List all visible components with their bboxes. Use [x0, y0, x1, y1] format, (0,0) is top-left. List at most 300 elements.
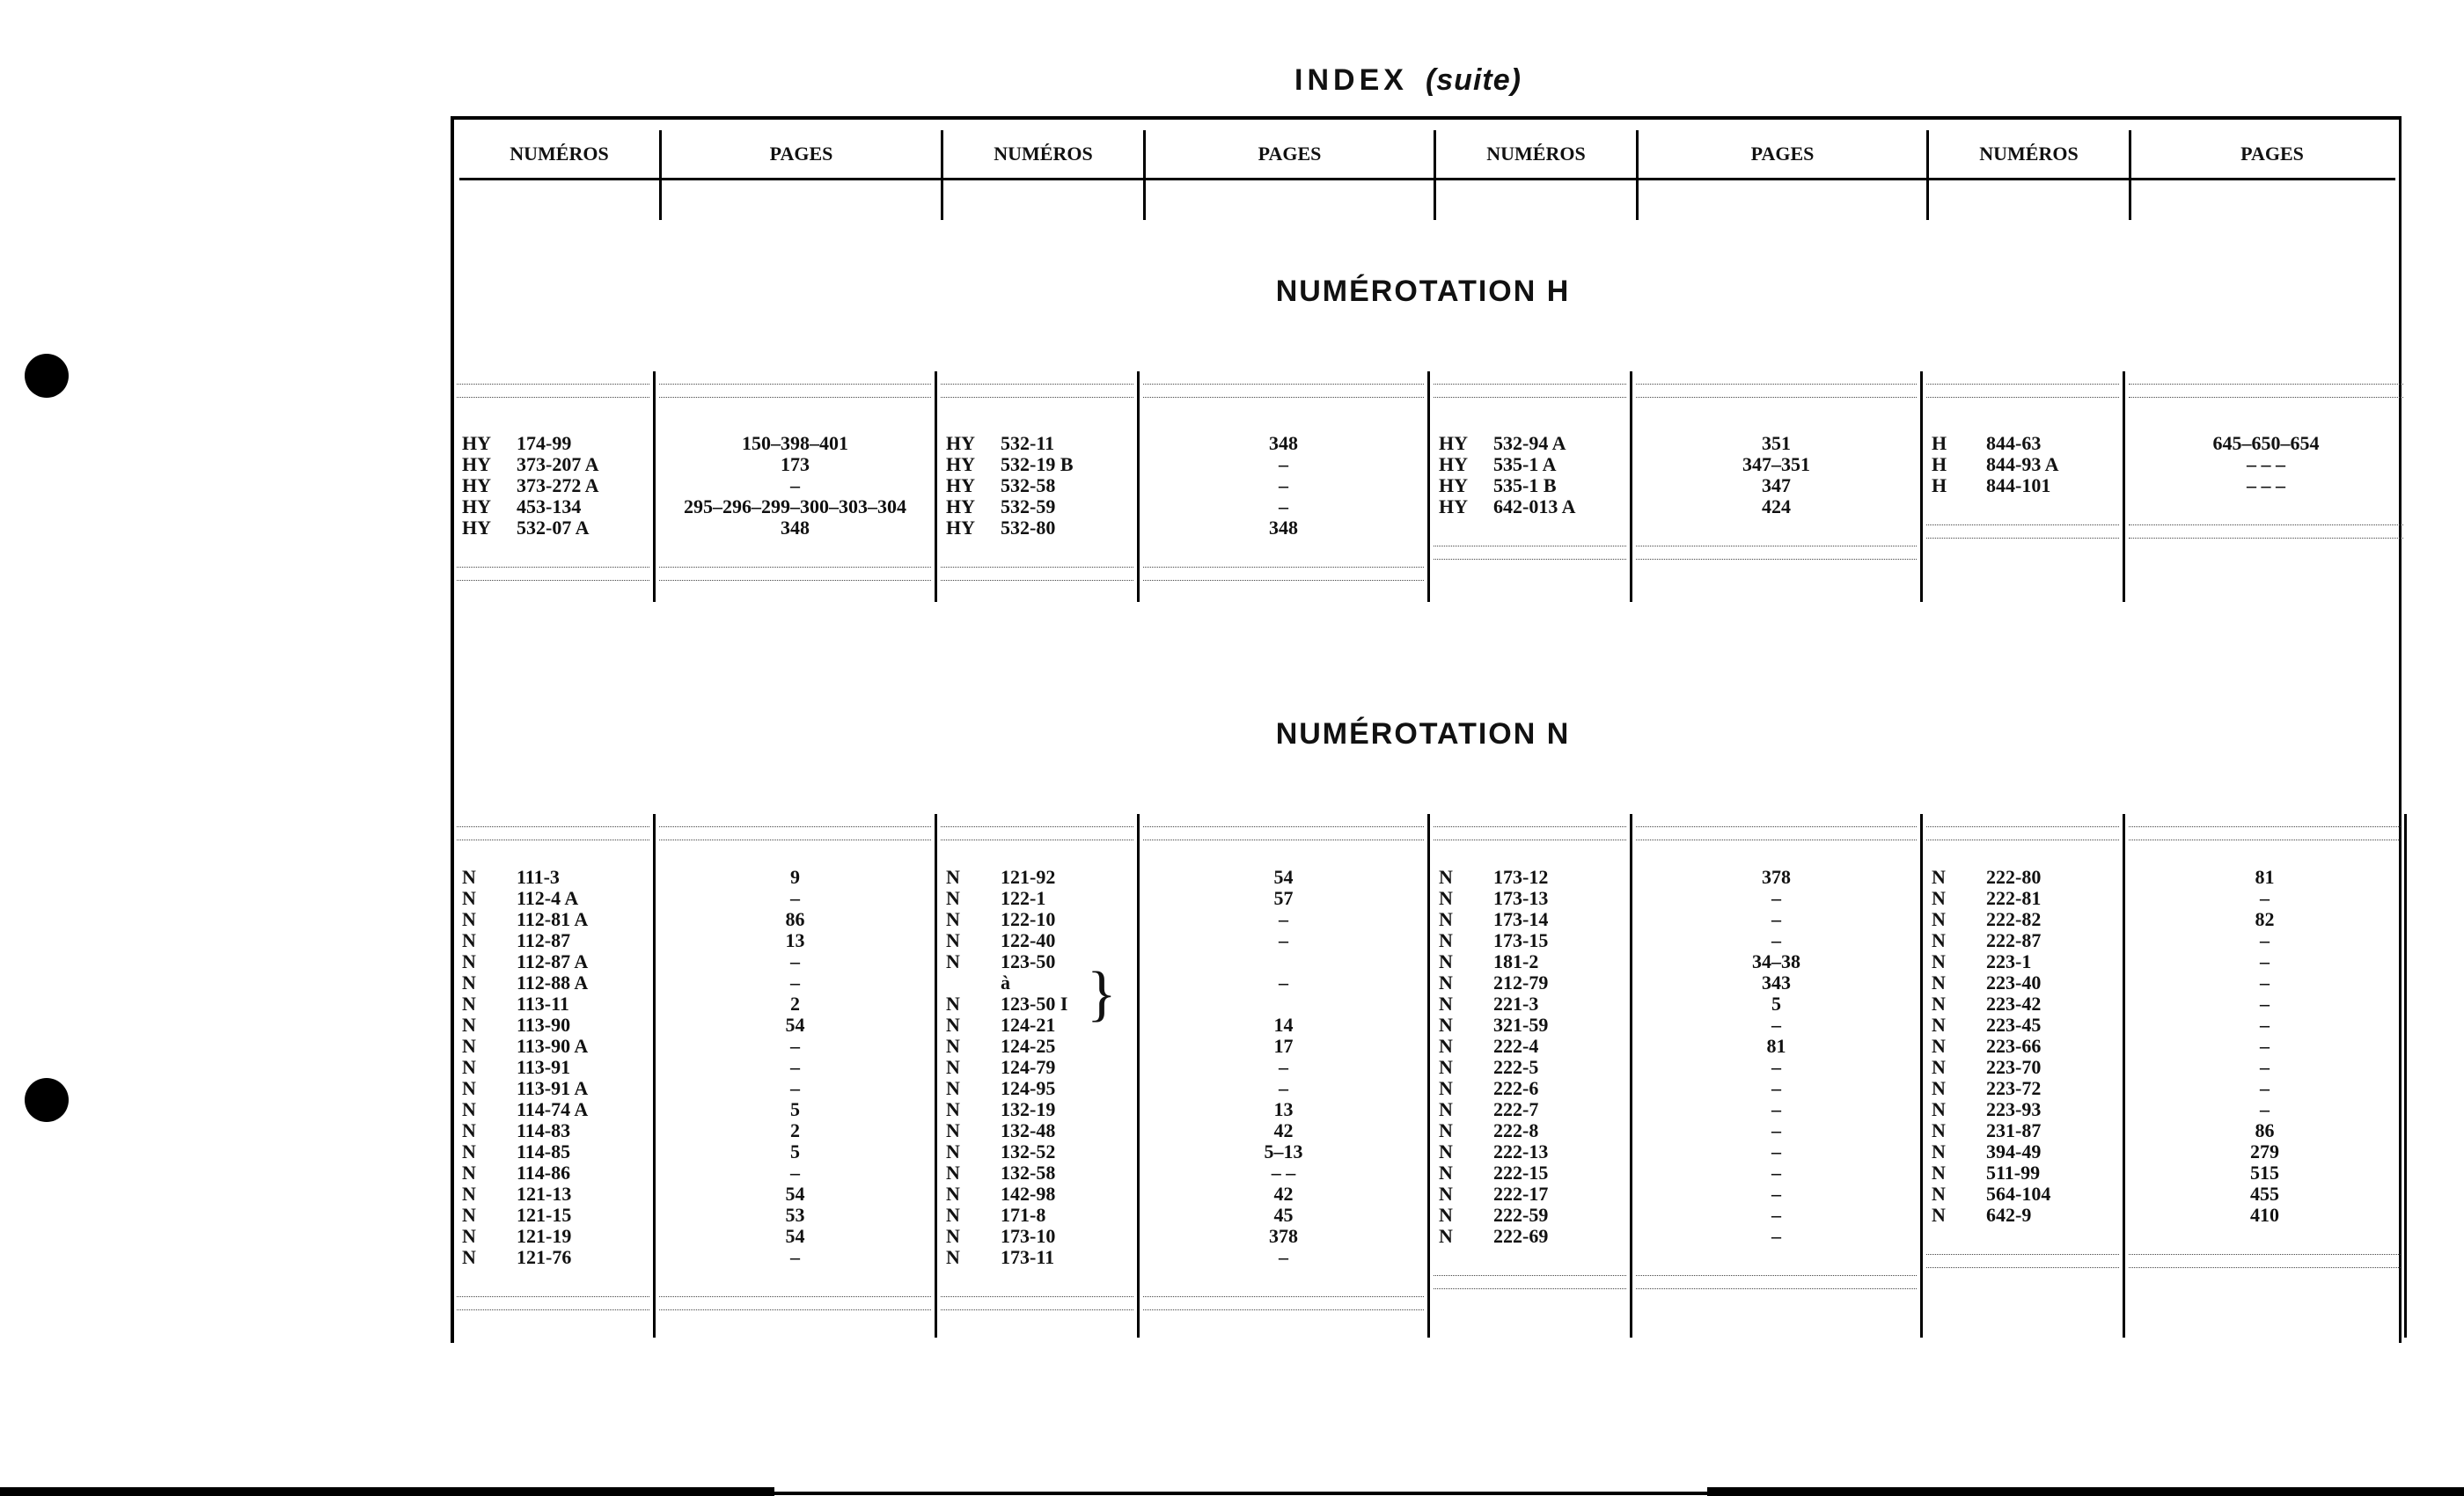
- number-code: 122-10: [1001, 908, 1056, 930]
- number-prefix: N: [1439, 1056, 1453, 1078]
- number-code: à: [1001, 972, 1010, 994]
- number-code: 564-104: [1986, 1183, 2051, 1205]
- number-prefix: N: [462, 1056, 476, 1078]
- pages-column-4: [2125, 814, 2407, 1338]
- index-number: [941, 1205, 1133, 1226]
- table-header: [459, 130, 2395, 180]
- page-reference: 57: [1273, 887, 1294, 909]
- page-reference: –: [2260, 887, 2270, 909]
- index-number: [1926, 1141, 2119, 1162]
- binder-hole-top: [25, 354, 69, 398]
- page-reference: –: [1771, 1098, 1781, 1120]
- index-number: [1434, 888, 1626, 909]
- page-reference: 14: [1273, 1014, 1294, 1036]
- index-number: [457, 888, 649, 909]
- number-code: 222-59: [1493, 1204, 1549, 1226]
- number-prefix: N: [1439, 1014, 1453, 1036]
- page-reference: –: [2260, 1056, 2270, 1078]
- page-reference: –: [2260, 993, 2270, 1015]
- index-number: [457, 1184, 649, 1205]
- number-code: 844-63: [1986, 432, 2042, 454]
- index-number: [1434, 1015, 1626, 1036]
- number-prefix: N: [946, 1246, 960, 1268]
- number-prefix: N: [1439, 908, 1453, 930]
- number-prefix: N: [946, 1014, 960, 1036]
- number-code: 222-5: [1493, 1056, 1539, 1078]
- index-number: [1434, 1036, 1626, 1057]
- page-reference: 86: [2255, 1119, 2275, 1141]
- page-reference: [1143, 994, 1424, 1015]
- index-number: [941, 1099, 1133, 1120]
- index-number: [1926, 1184, 2119, 1205]
- number-code: 222-69: [1493, 1225, 1549, 1247]
- pages-column-3: [1632, 814, 1923, 1338]
- index-number: [457, 909, 649, 930]
- number-prefix: HY: [946, 517, 975, 539]
- binder-hole-bottom: [25, 1078, 69, 1122]
- number-code: 844-93 A: [1986, 453, 2059, 475]
- number-code: 173-14: [1493, 908, 1549, 930]
- number-prefix: N: [946, 908, 960, 930]
- number-code: 132-19: [1001, 1098, 1056, 1120]
- number-prefix: N: [946, 1077, 960, 1099]
- index-number: [457, 1162, 649, 1184]
- number-code: 222-17: [1493, 1183, 1549, 1205]
- page-reference: 347–351: [1742, 453, 1810, 475]
- page-reference: 378: [1269, 1225, 1298, 1247]
- page-reference: 455: [2250, 1183, 2279, 1205]
- page-reference: – – –: [2247, 474, 2285, 496]
- number-prefix: N: [462, 929, 476, 951]
- section-h-title: NUMÉROTATION H: [1275, 275, 1571, 308]
- index-number: [941, 517, 1133, 539]
- index-number: [457, 1247, 649, 1268]
- number-prefix: N: [946, 1098, 960, 1120]
- page-reference: 645–650–654: [2212, 432, 2320, 454]
- page-reference: –: [1771, 1077, 1781, 1099]
- number-prefix: N: [462, 1035, 476, 1057]
- index-number: [1434, 475, 1626, 496]
- header-pages-2: PAGES: [1146, 130, 1436, 178]
- index-number: [1926, 1036, 2119, 1057]
- number-code: 112-88 A: [517, 972, 589, 994]
- index-number: [941, 888, 1133, 909]
- number-code: 173-11: [1001, 1246, 1055, 1268]
- header-numeros-2: NUMÉROS: [943, 130, 1146, 178]
- page-reference: –: [2260, 950, 2270, 972]
- page-reference: 17: [1273, 1035, 1294, 1057]
- page-reference: 5: [1771, 993, 1781, 1015]
- index-number: [1926, 888, 2119, 909]
- number-prefix: N: [1439, 1204, 1453, 1226]
- number-code: 121-76: [517, 1246, 572, 1268]
- page-reference: 34–38: [1752, 950, 1800, 972]
- number-prefix: N: [1932, 1077, 1946, 1099]
- index-number: [1434, 930, 1626, 951]
- header-numeros-1: NUMÉROS: [459, 130, 662, 178]
- number-prefix: N: [1439, 929, 1453, 951]
- number-code: 173-10: [1001, 1225, 1056, 1247]
- page-reference: –: [1279, 929, 1288, 951]
- page-reference: 347: [1762, 474, 1791, 496]
- number-prefix: N: [1932, 950, 1946, 972]
- number-prefix: HY: [1439, 453, 1468, 475]
- index-number: [941, 1141, 1133, 1162]
- number-prefix: N: [1439, 1140, 1453, 1162]
- number-code: 124-95: [1001, 1077, 1056, 1099]
- index-number: [1926, 867, 2119, 888]
- number-code: 123-50: [1001, 950, 1056, 972]
- section-n-title: NUMÉROTATION N: [1275, 717, 1571, 751]
- index-number: [457, 1078, 649, 1099]
- page-reference: –: [1279, 972, 1288, 994]
- number-prefix: N: [946, 1162, 960, 1184]
- number-code: 122-1: [1001, 887, 1046, 909]
- number-code: 373-207 A: [517, 453, 599, 475]
- page-reference: –: [1771, 1183, 1781, 1205]
- number-prefix: N: [1932, 1183, 1946, 1205]
- index-number: [941, 1184, 1133, 1205]
- page-reference: 54: [1273, 866, 1294, 888]
- number-prefix: N: [946, 1035, 960, 1057]
- number-code: 532-07 A: [517, 517, 590, 539]
- number-prefix: N: [1439, 1098, 1453, 1120]
- number-prefix: HY: [946, 495, 975, 517]
- number-code: 112-87 A: [517, 950, 589, 972]
- number-code: 113-90 A: [517, 1035, 589, 1057]
- index-number: [1434, 951, 1626, 972]
- number-prefix: HY: [946, 474, 975, 496]
- index-number: [1434, 1078, 1626, 1099]
- page-reference: 150–398–401: [742, 432, 848, 454]
- page-reference: –: [790, 887, 800, 909]
- page-reference: –: [790, 1162, 800, 1184]
- number-prefix: N: [462, 1183, 476, 1205]
- number-code: 124-25: [1001, 1035, 1056, 1057]
- index-number: [1926, 909, 2119, 930]
- index-number: [1434, 994, 1626, 1015]
- index-number: [457, 930, 649, 951]
- page-reference: 2: [790, 993, 800, 1015]
- page-title-text: INDEX: [1294, 63, 1408, 97]
- index-number: [1926, 994, 2119, 1015]
- bottom-border-left: [0, 1487, 774, 1496]
- page-reference: 54: [785, 1183, 805, 1205]
- number-prefix: N: [462, 1140, 476, 1162]
- index-number: [457, 517, 649, 539]
- number-code: 111-3: [517, 866, 560, 888]
- index-number: [941, 1120, 1133, 1141]
- number-prefix: N: [1439, 1162, 1453, 1184]
- number-code: 173-12: [1493, 866, 1549, 888]
- number-prefix: N: [1932, 929, 1946, 951]
- page-reference: –: [1279, 908, 1288, 930]
- number-prefix: N: [1439, 972, 1453, 994]
- number-prefix: N: [1439, 1077, 1453, 1099]
- page-reference: 410: [2250, 1204, 2279, 1226]
- number-code: 223-70: [1986, 1056, 2042, 1078]
- number-prefix: N: [1932, 1162, 1946, 1184]
- number-code: 113-91 A: [517, 1077, 589, 1099]
- pages-column-4: [2125, 371, 2407, 602]
- number-prefix: N: [1439, 1035, 1453, 1057]
- numeros-column-2: [937, 371, 1140, 602]
- page-reference: 42: [1273, 1183, 1294, 1205]
- page-reference: 424: [1762, 495, 1791, 517]
- page-reference: 86: [785, 908, 805, 930]
- number-code: 222-8: [1493, 1119, 1539, 1141]
- index-number: [1926, 1162, 2119, 1184]
- number-code: 223-1: [1986, 950, 2032, 972]
- number-prefix: N: [1932, 972, 1946, 994]
- index-number: [1434, 1184, 1626, 1205]
- number-prefix: N: [1439, 1119, 1453, 1141]
- page-reference: 351: [1762, 432, 1791, 454]
- number-code: 532-11: [1001, 432, 1055, 454]
- number-prefix: N: [1932, 1035, 1946, 1057]
- number-code: 453-134: [517, 495, 582, 517]
- number-prefix: N: [1932, 1204, 1946, 1226]
- number-code: 223-72: [1986, 1077, 2042, 1099]
- index-number: [1926, 930, 2119, 951]
- pages-column-2: [1140, 814, 1430, 1338]
- number-prefix: HY: [946, 432, 975, 454]
- index-number: [457, 454, 649, 475]
- page-reference: 42: [1273, 1119, 1294, 1141]
- number-prefix: N: [1932, 908, 1946, 930]
- number-prefix: N: [1932, 1140, 1946, 1162]
- index-number: [457, 1120, 649, 1141]
- index-number: [457, 1141, 649, 1162]
- number-prefix: N: [462, 908, 476, 930]
- page-reference: –: [790, 1056, 800, 1078]
- page-reference: 13: [785, 929, 805, 951]
- index-number: [941, 475, 1133, 496]
- index-number: [1434, 1141, 1626, 1162]
- page-reference: 173: [781, 453, 810, 475]
- page-reference: –: [2260, 1077, 2270, 1099]
- index-number: [1926, 1015, 2119, 1036]
- page-reference: 348: [1269, 432, 1298, 454]
- index-number: [941, 496, 1133, 517]
- index-number: [457, 1057, 649, 1078]
- number-code: 222-7: [1493, 1098, 1539, 1120]
- number-code: 114-86: [517, 1162, 571, 1184]
- index-number: [941, 1078, 1133, 1099]
- index-number: [1434, 1120, 1626, 1141]
- numeros-column-3: [1430, 814, 1632, 1338]
- number-code: 231-87: [1986, 1119, 2042, 1141]
- index-number: [457, 1036, 649, 1057]
- numeros-column-4: [1923, 814, 2125, 1338]
- index-number: [457, 433, 649, 454]
- number-code: 532-58: [1001, 474, 1056, 496]
- page-reference: –: [790, 950, 800, 972]
- number-prefix: [941, 972, 1001, 994]
- number-code: 223-42: [1986, 993, 2042, 1015]
- page-reference: –: [1771, 1162, 1781, 1184]
- page-reference: –: [2260, 1014, 2270, 1036]
- page-reference: –: [1279, 495, 1288, 517]
- index-number: [1926, 1205, 2119, 1226]
- index-number: [941, 930, 1133, 951]
- pages-column-1: [656, 371, 937, 602]
- page-reference: –: [790, 1035, 800, 1057]
- number-code: 112-87: [517, 929, 571, 951]
- page-reference: 515: [2250, 1162, 2279, 1184]
- number-prefix: N: [946, 1225, 960, 1247]
- number-prefix: N: [946, 1183, 960, 1205]
- numeros-column-3: [1430, 371, 1632, 602]
- number-prefix: N: [462, 1162, 476, 1184]
- number-code: 173-13: [1493, 887, 1549, 909]
- page-reference: 5–13: [1264, 1140, 1303, 1162]
- page-reference: –: [1279, 1246, 1288, 1268]
- header-pages-1: PAGES: [662, 130, 943, 178]
- section-n: [453, 814, 2389, 1338]
- number-code: 221-3: [1493, 993, 1539, 1015]
- number-prefix: H: [1932, 474, 1947, 496]
- number-code: 222-13: [1493, 1140, 1549, 1162]
- number-prefix: N: [462, 993, 476, 1015]
- number-code: 132-52: [1001, 1140, 1056, 1162]
- page-reference: 9: [790, 866, 800, 888]
- page-reference: –: [790, 972, 800, 994]
- number-code: 222-81: [1986, 887, 2042, 909]
- number-prefix: N: [946, 866, 960, 888]
- page-reference: 5: [790, 1098, 800, 1120]
- number-prefix: N: [1439, 993, 1453, 1015]
- page-reference: –: [1771, 1056, 1781, 1078]
- page-reference: –: [2260, 972, 2270, 994]
- index-number: [1434, 1162, 1626, 1184]
- number-code: 181-2: [1493, 950, 1539, 972]
- number-prefix: HY: [462, 453, 491, 475]
- index-number: [941, 867, 1133, 888]
- page-reference: 53: [785, 1204, 805, 1226]
- bottom-border-right: [1707, 1487, 2464, 1496]
- index-number: [457, 1015, 649, 1036]
- index-number: [1926, 1057, 2119, 1078]
- index-number: [457, 1099, 649, 1120]
- page-reference: 13: [1273, 1098, 1294, 1120]
- page-reference: –: [1771, 1204, 1781, 1226]
- number-prefix: N: [462, 1119, 476, 1141]
- number-code: 142-98: [1001, 1183, 1056, 1205]
- index-number: [941, 1162, 1133, 1184]
- number-prefix: N: [462, 887, 476, 909]
- number-prefix: N: [462, 1204, 476, 1226]
- index-number: [1434, 496, 1626, 517]
- page-title: [0, 63, 2464, 98]
- page-reference: 343: [1762, 972, 1791, 994]
- numeros-column-2: [937, 814, 1140, 1338]
- header-numeros-3: NUMÉROS: [1436, 130, 1639, 178]
- index-number: [941, 909, 1133, 930]
- number-prefix: N: [462, 866, 476, 888]
- number-code: 171-8: [1001, 1204, 1046, 1226]
- index-number: [1434, 1057, 1626, 1078]
- number-prefix: N: [1439, 866, 1453, 888]
- number-prefix: N: [1439, 1183, 1453, 1205]
- page-reference: – – –: [2247, 453, 2285, 475]
- number-code: 223-93: [1986, 1098, 2042, 1120]
- index-number: [1434, 1205, 1626, 1226]
- number-code: 174-99: [517, 432, 572, 454]
- number-code: 394-49: [1986, 1140, 2042, 1162]
- section-h: [453, 371, 2389, 602]
- number-prefix: N: [1439, 1225, 1453, 1247]
- range-brace: }: [1087, 960, 1117, 1028]
- index-number: [457, 496, 649, 517]
- number-code: 535-1 B: [1493, 474, 1557, 496]
- page-reference: 54: [785, 1014, 805, 1036]
- number-prefix: N: [1439, 887, 1453, 909]
- header-numeros-4: NUMÉROS: [1929, 130, 2131, 178]
- number-code: 121-15: [517, 1204, 572, 1226]
- number-prefix: N: [462, 1014, 476, 1036]
- number-prefix: N: [1932, 866, 1946, 888]
- number-prefix: N: [1932, 1098, 1946, 1120]
- page-reference: –: [790, 1077, 800, 1099]
- page-reference: –: [1279, 474, 1288, 496]
- number-code: 532-80: [1001, 517, 1056, 539]
- page-reference: –: [1771, 887, 1781, 909]
- page-reference: [1143, 951, 1424, 972]
- page-reference: – –: [1271, 1162, 1296, 1184]
- number-prefix: N: [1439, 950, 1453, 972]
- page-reference: 378: [1762, 866, 1791, 888]
- number-code: 844-101: [1986, 474, 2051, 496]
- number-prefix: N: [462, 1225, 476, 1247]
- index-number: [941, 433, 1133, 454]
- index-number: [1926, 972, 2119, 994]
- number-code: 532-19 B: [1001, 453, 1074, 475]
- number-prefix: H: [1932, 432, 1947, 454]
- number-prefix: HY: [946, 453, 975, 475]
- index-number: [941, 1057, 1133, 1078]
- number-code: 511-99: [1986, 1162, 2041, 1184]
- index-number: [1434, 972, 1626, 994]
- number-code: 173-15: [1493, 929, 1549, 951]
- index-number: [941, 1226, 1133, 1247]
- number-prefix: HY: [462, 517, 491, 539]
- number-prefix: N: [946, 950, 960, 972]
- page-reference: 81: [1766, 1035, 1786, 1057]
- number-code: 112-81 A: [517, 908, 589, 930]
- index-number: [457, 867, 649, 888]
- number-prefix: N: [946, 1204, 960, 1226]
- number-code: 122-40: [1001, 929, 1056, 951]
- number-prefix: HY: [462, 495, 491, 517]
- number-code: 222-80: [1986, 866, 2042, 888]
- number-code: 223-45: [1986, 1014, 2042, 1036]
- number-prefix: N: [1932, 887, 1946, 909]
- number-code: 121-13: [517, 1183, 572, 1205]
- number-code: 642-9: [1986, 1204, 2032, 1226]
- number-code: 222-87: [1986, 929, 2042, 951]
- number-prefix: N: [946, 1140, 960, 1162]
- number-code: 535-1 A: [1493, 453, 1557, 475]
- number-prefix: HY: [1439, 495, 1468, 517]
- number-code: 321-59: [1493, 1014, 1549, 1036]
- numeros-column-1: [453, 371, 656, 602]
- page-reference: 45: [1273, 1204, 1294, 1226]
- number-prefix: N: [946, 993, 960, 1015]
- number-prefix: N: [462, 1098, 476, 1120]
- index-number: [941, 1247, 1133, 1268]
- index-number: [1926, 951, 2119, 972]
